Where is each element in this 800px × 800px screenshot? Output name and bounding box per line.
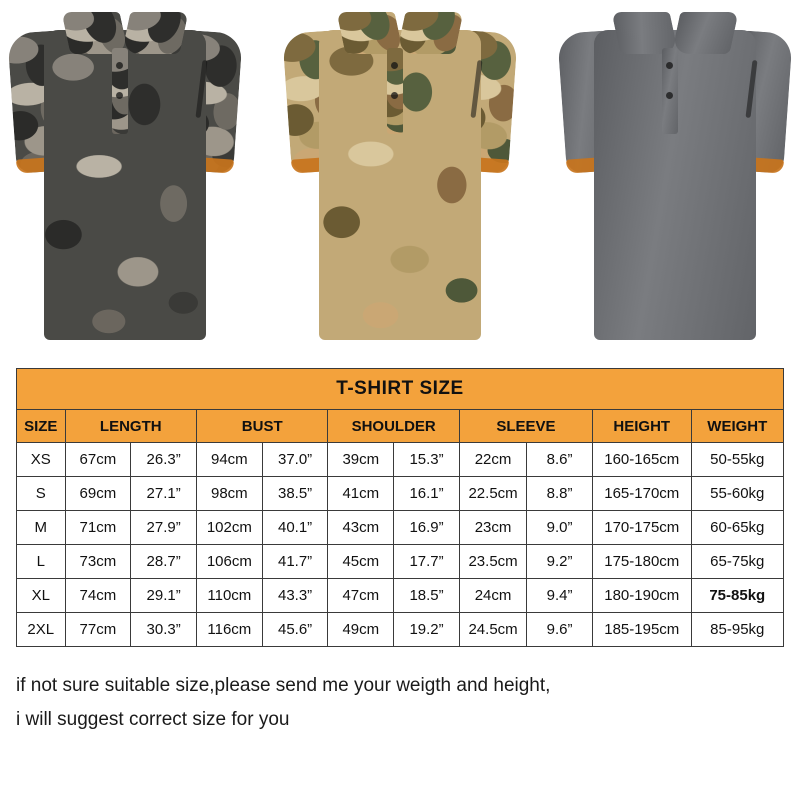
- cell-shoulder-cm: 41cm: [328, 477, 394, 511]
- cell-size: XS: [17, 443, 66, 477]
- button-placket: [387, 48, 403, 134]
- table-title-row: [17, 369, 784, 410]
- table-row: [17, 579, 784, 613]
- cell-bust-cm: 106cm: [196, 545, 262, 579]
- cell-shoulder-in: 16.1”: [394, 477, 460, 511]
- note-line-2: i will suggest correct size for you: [16, 709, 290, 730]
- table-row: [17, 613, 784, 647]
- cell-height: 185-195cm: [592, 613, 691, 647]
- cell-bust-in: 45.6”: [262, 613, 328, 647]
- cell-weight: 65-75kg: [691, 545, 783, 579]
- cell-sleeve-cm: 23cm: [459, 511, 526, 545]
- cell-bust-in: 37.0”: [262, 443, 328, 477]
- cell-sleeve-cm: 22.5cm: [459, 477, 526, 511]
- shirt-photo-solid-grey: [550, 0, 800, 350]
- size-table-body: [17, 443, 784, 647]
- header-length: LENGTH: [65, 410, 196, 443]
- cell-height: 160-165cm: [592, 443, 691, 477]
- header-height: HEIGHT: [592, 410, 691, 443]
- cell-weight: 60-65kg: [691, 511, 783, 545]
- button-icon: [391, 62, 398, 69]
- shirt-photo-dark-camo: [0, 0, 250, 350]
- note-line-1: if not sure suitable size,please send me your weigth and height,: [16, 675, 551, 696]
- cell-length-cm: 69cm: [65, 477, 131, 511]
- shirt-illustration: [562, 8, 788, 343]
- cell-sleeve-in: 9.2”: [527, 545, 593, 579]
- cell-length-in: 30.3”: [131, 613, 197, 647]
- header-shoulder: SHOULDER: [328, 410, 459, 443]
- header-bust: BUST: [196, 410, 327, 443]
- table-header-row: [17, 410, 784, 443]
- shirt-photo-multicam: [275, 0, 525, 350]
- cell-weight: 55-60kg: [691, 477, 783, 511]
- cell-shoulder-in: 16.9”: [394, 511, 460, 545]
- cell-size: L: [17, 545, 66, 579]
- cell-height: 165-170cm: [592, 477, 691, 511]
- cell-shoulder-cm: 43cm: [328, 511, 394, 545]
- cell-sleeve-in: 9.6”: [527, 613, 593, 647]
- cell-shoulder-cm: 39cm: [328, 443, 394, 477]
- cell-height: 170-175cm: [592, 511, 691, 545]
- cell-sleeve-in: 9.0”: [527, 511, 593, 545]
- cell-bust-cm: 110cm: [196, 579, 262, 613]
- cell-shoulder-cm: 45cm: [328, 545, 394, 579]
- cell-size: 2XL: [17, 613, 66, 647]
- cell-weight: 50-55kg: [691, 443, 783, 477]
- table-row: [17, 477, 784, 511]
- cell-bust-in: 43.3”: [262, 579, 328, 613]
- shirt-illustration: [12, 8, 238, 343]
- button-icon: [116, 92, 123, 99]
- cell-length-in: 28.7”: [131, 545, 197, 579]
- cell-bust-cm: 102cm: [196, 511, 262, 545]
- size-table-area: [16, 368, 784, 647]
- cell-sleeve-in: 9.4”: [527, 579, 593, 613]
- cell-sleeve-in: 8.6”: [527, 443, 593, 477]
- button-placket: [112, 48, 128, 134]
- header-weight: WEIGHT: [691, 410, 783, 443]
- cell-sleeve-cm: 24cm: [459, 579, 526, 613]
- cell-shoulder-cm: 49cm: [328, 613, 394, 647]
- button-icon: [666, 62, 673, 69]
- cell-length-cm: 67cm: [65, 443, 131, 477]
- cell-height: 175-180cm: [592, 545, 691, 579]
- cell-length-in: 27.1”: [131, 477, 197, 511]
- cell-shoulder-in: 19.2”: [394, 613, 460, 647]
- table-row: [17, 443, 784, 477]
- cell-shoulder-in: 17.7”: [394, 545, 460, 579]
- button-placket: [662, 48, 678, 134]
- cell-shoulder-cm: 47cm: [328, 579, 394, 613]
- cell-weight: 75-85kg: [691, 579, 783, 613]
- header-sleeve: SLEEVE: [459, 410, 592, 443]
- cell-size: XL: [17, 579, 66, 613]
- cell-size: M: [17, 511, 66, 545]
- button-icon: [116, 62, 123, 69]
- cell-length-in: 26.3”: [131, 443, 197, 477]
- cell-sleeve-cm: 22cm: [459, 443, 526, 477]
- cell-bust-cm: 116cm: [196, 613, 262, 647]
- cell-length-cm: 71cm: [65, 511, 131, 545]
- cell-length-in: 29.1”: [131, 579, 197, 613]
- product-photo-strip: [0, 0, 800, 360]
- cell-bust-in: 40.1”: [262, 511, 328, 545]
- cell-shoulder-in: 15.3”: [394, 443, 460, 477]
- size-advice-note: [16, 669, 784, 737]
- shirt-illustration: [287, 8, 513, 343]
- cell-length-cm: 73cm: [65, 545, 131, 579]
- cell-bust-cm: 98cm: [196, 477, 262, 511]
- button-icon: [666, 92, 673, 99]
- button-icon: [391, 92, 398, 99]
- cell-bust-cm: 94cm: [196, 443, 262, 477]
- table-title: T-SHIRT SIZE: [17, 369, 784, 410]
- table-row: [17, 511, 784, 545]
- cell-bust-in: 38.5”: [262, 477, 328, 511]
- cell-size: S: [17, 477, 66, 511]
- cell-sleeve-in: 8.8”: [527, 477, 593, 511]
- cell-sleeve-cm: 23.5cm: [459, 545, 526, 579]
- size-table: [16, 368, 784, 647]
- cell-height: 180-190cm: [592, 579, 691, 613]
- cell-length-cm: 77cm: [65, 613, 131, 647]
- header-size: SIZE: [17, 410, 66, 443]
- table-row: [17, 545, 784, 579]
- cell-weight: 85-95kg: [691, 613, 783, 647]
- cell-shoulder-in: 18.5”: [394, 579, 460, 613]
- cell-bust-in: 41.7”: [262, 545, 328, 579]
- cell-length-in: 27.9”: [131, 511, 197, 545]
- cell-sleeve-cm: 24.5cm: [459, 613, 526, 647]
- cell-length-cm: 74cm: [65, 579, 131, 613]
